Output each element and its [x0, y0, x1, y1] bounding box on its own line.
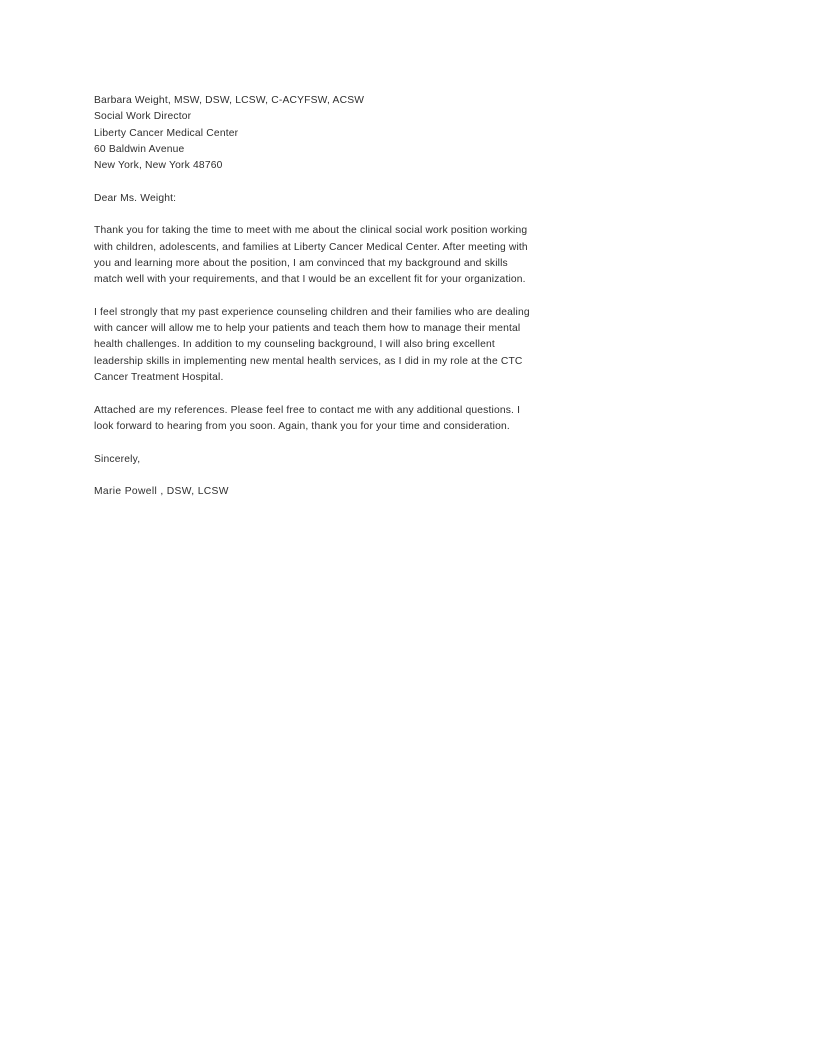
letter-body [94, 93, 534, 500]
body-paragraph-2: I feel strongly that my past experience counseling children and their families who are dealing with cancer will allow me to help your patients and teach them how to manage their mental health challenges. In addition to my counseling background, I will also bring excellent leadership skills in implementing new mental health services, as I did in my role at the CTC Cancer Treatment Hospital. [94, 306, 530, 384]
body-paragraph-3: Attached are my references. Please feel free to contact me with any additional questions. I look forward to hearing from you soon. Again, thank you for your time and consideration. [94, 404, 521, 432]
spacer-after-closing [94, 468, 534, 484]
spacer-after-address [94, 174, 534, 190]
recipient-name-line: Barbara Weight, MSW, DSW, LCSW, C-ACYFSW, ACSW [94, 95, 365, 106]
recipient-address-block [94, 93, 534, 174]
spacer-after-paragraph-3 [94, 435, 534, 451]
spacer-after-paragraph-2 [94, 386, 534, 402]
recipient-street-line: 60 Baldwin Avenue [94, 143, 185, 155]
recipient-organization-line: Liberty Cancer Medical Center [94, 127, 239, 139]
body-paragraph-1: Thank you for taking the time to meet with me about the clinical social work position working with children, adolescents, and families at Liberty Cancer Medical Center. After meeting with you and learning more about the position, I am convinced that my background and skills match well with your requirements, and that I would be an excellent fit for your organization. [94, 225, 528, 286]
spacer-after-paragraph-1 [94, 289, 534, 305]
signature-name: Marie Powell , DSW, LCSW [94, 486, 229, 498]
closing: Sincerely, [94, 453, 141, 465]
recipient-city-state-zip-line: New York, New York 48760 [94, 160, 223, 172]
salutation: Dear Ms. Weight: [94, 192, 177, 204]
recipient-title-line: Social Work Director [94, 111, 192, 123]
spacer-after-salutation [94, 207, 534, 223]
